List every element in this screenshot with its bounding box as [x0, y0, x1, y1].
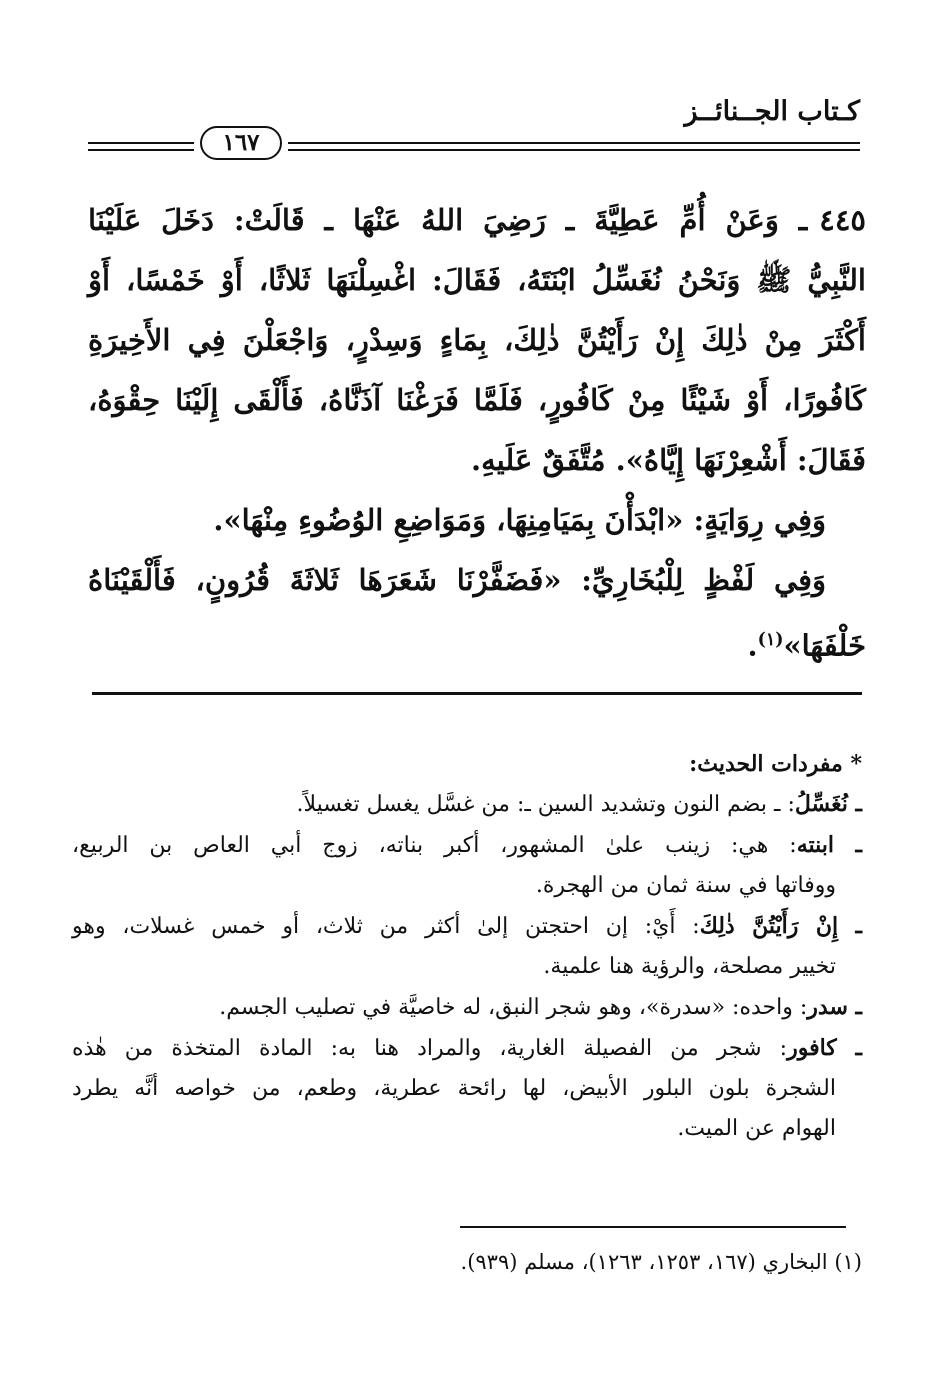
hadith-narration-line: وَفِي رِوَايَةٍ: «ابْدَأْنَ بِمَيَامِنِهَا، وَمَوَاضِعِ الوُضُوءِ مِنْهَا».	[213, 503, 826, 537]
hadith-line: كَافُورًا، أَوْ شَيْئًا مِنْ كَافُورٍ، فَلَمَّا فَرَغْنَا آذَنَّاهُ، فَأَلْقَى إِلَيْنَا حِقْوَهُ،	[88, 383, 866, 417]
page-number: ١٦٧	[200, 126, 282, 160]
header-rule	[88, 149, 194, 151]
vocab-line: ـ نُغَسِّلُ: ـ بضم النون وتشديد السين ـ: من غسَّل يغسل تغسيلاً.	[296, 791, 862, 817]
section-divider	[92, 692, 862, 695]
vocabulary-heading: * مفردات الحديث:	[689, 751, 862, 777]
chapter-title: كـتاب الجــنائــز	[684, 96, 860, 127]
vocab-line: الهوام عن الميت.	[677, 1116, 836, 1141]
hadith-narration-line: وَفِي لَفْظٍ لِلْبُخَارِيِّ: «فَضَفَّرْنَا شَعَرَهَا ثَلاثَةَ قُرُونٍ، فَأَلْقَيْنَاهُ	[88, 563, 826, 597]
vocab-line: ـ ابنته: هي: زينب علىٰ المشهور، أكبر بناته، زوج أبي العاص بن الربيع،	[72, 832, 862, 858]
header-rule	[288, 142, 860, 144]
header-rule	[88, 142, 194, 144]
vocabulary-section	[72, 744, 862, 1149]
footnote-ref: (١)	[757, 630, 784, 650]
hadith-line: أَكْثَرَ مِنْ ذٰلِكَ إِنْ رَأَيْتُنَّ ذٰلِكَ، بِمَاءٍ وَسِدْرٍ، وَاجْعَلْنَ فِي الأَخِيرَةِ	[88, 323, 866, 357]
footnote: (١) البخاري (١٦٧، ١٢٥٣، ١٢٦٣)، مسلم (٩٣٩).	[460, 1250, 862, 1274]
page-header	[88, 96, 860, 166]
vocab-line: الشجرة بلون البلور الأبيض، لها رائحة عطرية، وطعم، من خواصه أنَّه يطرد	[72, 1076, 836, 1101]
hadith-number: ٤٤٥	[819, 203, 866, 237]
vocab-line: ـ كافور: شجر من الفصيلة الغارية، والمراد هنا به: المادة المتخذة من هٰذه	[72, 1035, 862, 1061]
header-rule	[288, 149, 860, 151]
vocab-line: ووفاتها في سنة ثمان من الهجرة.	[535, 873, 836, 898]
footnote-rule	[460, 1226, 846, 1228]
hadith-line: ٤٤٥ـ وَعَنْ أُمِّ عَطِيَّةَ ـ رَضِيَ اللهُ عَنْهَا ـ قَالَتْ: دَخَلَ عَلَيْنَا	[88, 203, 866, 237]
hadith-line: النَّبِيُّ ﷺ وَنَحْنُ نُغَسِّلُ ابْنَتَهُ، فَقَالَ: اغْسِلْنَهَا ثَلاثًا، أَوْ خَمْسًا، أَوْ	[88, 263, 866, 297]
vocab-line: ـ سدر: واحده: «سدرة»، وهو شجر النبق، له خاصيَّة في تصليب الجسم.	[219, 994, 862, 1020]
hadith-text	[88, 190, 866, 676]
vocab-line: تخيير مصلحة، والرؤية هنا علمية.	[543, 954, 836, 979]
vocab-line: ـ إِنْ رَأَيْتُنَّ ذٰلِكَ: أَيْ: إن احتجتن إلىٰ أكثر من ثلاث، أو خمس غسلات، وهو	[72, 913, 862, 939]
hadith-line: خَلْفَهَا»$^{(١)}$.	[747, 628, 866, 663]
hadith-line: فَقَالَ: أَشْعِرْنَهَا إِيَّاهُ». مُتَّفَقٌ عَلَيهِ.	[471, 443, 866, 477]
